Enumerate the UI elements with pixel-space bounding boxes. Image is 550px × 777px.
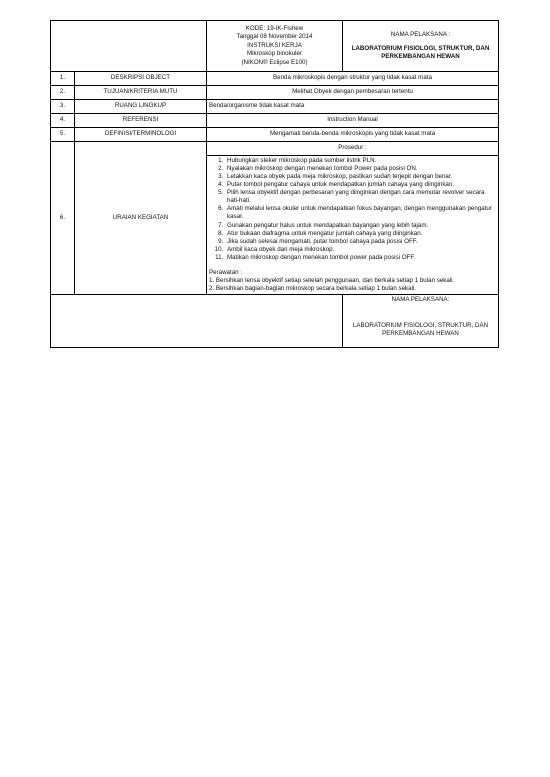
list-item: 4. Putar tombol pengatur cahaya untuk mendapatkan jumlah cahaya yang diinginkan.: [225, 181, 496, 189]
list-item: 7. Gunakan pengatur halus untuk mendapatkan bayangan yang lebih tajam.: [225, 222, 496, 230]
row-label: REFERENSI: [75, 114, 207, 128]
row-value: Benda/organisme tidak kasat mata: [207, 100, 499, 114]
procedure-title: Prosedur :: [207, 142, 499, 156]
header-lab-name: LABORATORIUM FISIOLOGI, STRUKTUR, DAN PERKEMBANGAN HEWAN: [351, 44, 490, 61]
row-value: Instruction Manual: [207, 114, 499, 128]
list-item: 2. Nyalakan mikroskop dengan menekan tombol Power pada posisi ON.: [225, 165, 496, 173]
procedure-number: 6.: [51, 142, 75, 295]
list-item: 10. Ambil kaca obyek dari meja mikroskop.: [225, 246, 496, 254]
row-number: 5.: [51, 128, 75, 142]
row-label: DEFINISI/TERMINOLOGI: [75, 128, 207, 142]
row-value: Mengamati benda-benda mikroskopis yang tidak kasat mata: [207, 128, 499, 142]
care-item: 1. Bersihkan lensa obyektif setiap setelah penggunaan, dan berkala setiap 1 bulan sekali.: [209, 276, 455, 284]
header-lab-cell: [343, 21, 499, 72]
table-row: [51, 72, 499, 86]
row-label: DESKRIPSI OBJECT: [75, 72, 207, 86]
date-line: Tanggal 08 November 2014: [236, 33, 313, 41]
row-label: RUANG LINGKUP: [75, 100, 207, 114]
instrument-line: Mikroskop binokuler: [246, 50, 303, 58]
procedure-steps: [209, 157, 496, 262]
procedure-label: URAIAN KEGIATAN: [75, 142, 207, 295]
list-item: 6. Amati melalui lensa okuler untuk mendapatkan fokus bayangan, dengan menggunakan pengatur kasar.: [225, 205, 496, 221]
table-row: [51, 86, 499, 100]
row-value: Benda mikroskopis dengan struktur yang tidak kasat mata: [207, 72, 499, 86]
header-row: [51, 21, 499, 72]
header-nama-pelaksana: NAMA PELAKSANA :: [390, 30, 451, 38]
row-label: TUJUAN/KRITERIA MUTU: [75, 86, 207, 100]
list-item: 8. Atur bukaan diafragma untuk mengatur jumlah cahaya yang diinginkan.: [225, 230, 496, 238]
row-number: 1.: [51, 72, 75, 86]
table-row: [51, 100, 499, 114]
footer-row: [51, 295, 499, 348]
procedure-header-row: [51, 142, 499, 156]
care-item: 2. Bersihkan bagian-bagian mikroskop secara berkala setiap 1 bulan sekali.: [209, 284, 417, 292]
list-item: 3. Letakkan kaca obyek pada meja mikroskop, pastikan sudah terjepit dengan benar.: [225, 173, 496, 181]
instruction-sheet: [50, 20, 498, 348]
row-number: 3.: [51, 100, 75, 114]
doc-type-line: INSTRUKSI KERJA: [247, 41, 302, 49]
code-line: KODE: 19-IK-Fishew: [245, 25, 304, 33]
list-item: 5. Pilih lensa obyektif dengan perbesaran yang diinginkan dengan cara memutar revolver secara hati-hati.: [225, 189, 496, 205]
table-row: [51, 114, 499, 128]
list-item: 1. Hubungkan steker mikroskop pada sumber listrik PLN.: [225, 157, 496, 165]
row-value: Melihat Obyek dengan pembesaran tertentu: [207, 86, 499, 100]
table-row: [51, 128, 499, 142]
footer-lab-name: LABORATORIUM FISIOLOGI, STRUKTUR, DAN PERKEMBANGAN HEWAN: [352, 322, 489, 338]
document-code-block: [207, 21, 343, 72]
procedure-body: [207, 156, 499, 295]
row-number: 2.: [51, 86, 75, 100]
footer-nama-pelaksana: NAMA PELAKSANA:: [391, 296, 450, 303]
logo-cell: [51, 21, 207, 72]
instruction-table: [50, 20, 499, 348]
list-item: 11. Matikan mikroskop dengan menekan tombol power pada posisi OFF.: [225, 254, 496, 262]
row-number: 4.: [51, 114, 75, 128]
list-item: 9. Jika sudah selesai mengamati, putar tombol cahaya pada posisi OFF.: [225, 238, 496, 246]
footer-lab-cell: [343, 295, 499, 348]
model-line: (NIKON® Eclipse E100): [241, 58, 308, 66]
care-title: Perawatan :: [209, 268, 243, 276]
footer-blank-cell: [51, 295, 343, 348]
